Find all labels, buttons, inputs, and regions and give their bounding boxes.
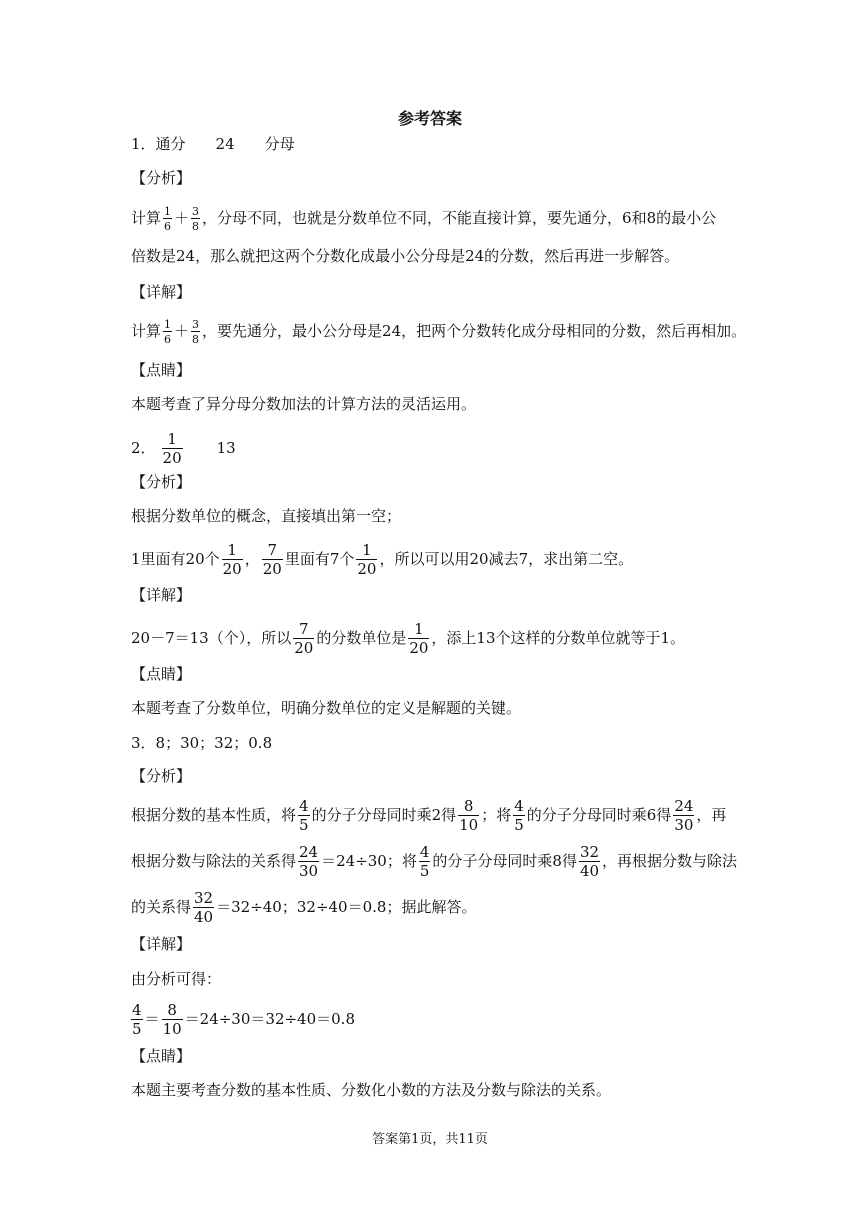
page-footer: 答案第1页，共11页: [372, 1132, 488, 1147]
fraction: $\frac{1}{6}$: [164, 205, 172, 233]
q1-point-text: 本题考查了异分母分数加法的计算方法的灵活运用。: [131, 395, 477, 413]
q3-detail-line-1: 由分析可得：: [131, 970, 222, 988]
q2-detail-tag: 【详解】: [131, 586, 192, 604]
q2-answer-line: 2． $\frac{1}{20}$ 13: [131, 430, 236, 467]
q2-detail-line: 20－7＝13（个），所以 $\frac{7}{20}$ 的分数单位是 $\frac{1}{20}$ ，添上13个这样的分数单位就等于1。: [131, 620, 686, 657]
q3-analysis-line-3: 的关系得 $\frac{32}{40}$ ＝32÷40；32÷40＝0.8；据此解答。: [131, 889, 477, 926]
q3-analysis-line-2: 根据分数与除法的关系得 $\frac{24}{30}$ ＝24÷30；将 $\frac{4}{5}$ 的分子分母同时乘8得 $\frac{32}{40}$ ，再根据分数与除法: [131, 843, 738, 880]
fraction: $\frac{4}{5}$: [299, 797, 309, 834]
q3-point-text: 本题主要考查分数的基本性质、分数化小数的方法及分数与除法的关系。: [131, 1081, 612, 1099]
page-title: 参考答案: [397, 109, 462, 128]
q2-analysis-line-2: 1里面有20个 $\frac{1}{20}$ ， $\frac{7}{20}$ 里面有7个 $\frac{1}{20}$ ，所以可以用20减去7，求出第二空。: [131, 541, 634, 578]
fraction: $\frac{7}{20}$: [262, 541, 282, 578]
fraction: $\frac{1}{20}$: [357, 541, 377, 578]
fraction: $\frac{4}{5}$: [514, 797, 524, 834]
q1-point-tag: 【点睛】: [131, 361, 192, 379]
fraction: $\frac{24}{30}$: [674, 797, 694, 834]
fraction: $\frac{4}{5}$: [419, 843, 430, 880]
q1-answer-line: 1．通分 24 分母: [131, 135, 295, 153]
fraction: $\frac{24}{30}$: [299, 843, 319, 880]
fraction: $\frac{1}{20}$: [222, 541, 242, 578]
q3-analysis-tag: 【分析】: [131, 767, 192, 785]
fraction: $\frac{8}{10}$: [459, 797, 479, 834]
fraction: $\frac{1}{6}$: [164, 318, 172, 346]
q2-analysis-tag: 【分析】: [131, 473, 192, 491]
fraction: $\frac{3}{8}$: [192, 318, 200, 346]
fraction: $\frac{3}{8}$: [192, 205, 200, 233]
q3-answer-line: 3．8；30；32；0.8: [131, 734, 273, 752]
q1-detail-tag: 【详解】: [131, 283, 192, 301]
q1-analysis-line-2: 倍数是24，那么就把这两个分数化成最小公分母是24的分数，然后再进一步解答。: [131, 247, 680, 265]
q3-equation-line: $\frac{4}{5}$ ＝ $\frac{8}{10}$ ＝24÷30＝32÷40＝0.8: [132, 1001, 355, 1038]
q3-analysis-line-1: 根据分数的基本性质，将 $\frac{4}{5}$ 的分子分母同时乘2得 $\frac{8}{10}$ ；将 $\frac{4}{5}$ 的分子分母同时乘6得 $\frac{24}{30}$ ，再: [131, 797, 727, 834]
fraction: $\frac{32}{40}$: [579, 843, 600, 880]
q3-detail-tag: 【详解】: [131, 935, 192, 953]
fraction: $\frac{1}{20}$: [409, 620, 429, 657]
fraction: $\frac{1}{20}$: [162, 430, 182, 467]
fraction: $\frac{4}{5}$: [132, 1001, 142, 1038]
q1-detail-line: 计算 $\frac{1}{6}$ ＋ $\frac{3}{8}$ ，要先通分，最小公分母是24，把两个分数转化成分母相同的分数，然后再相加。: [131, 318, 747, 346]
q2-point-tag: 【点睛】: [131, 665, 192, 683]
fraction: $\frac{8}{10}$: [162, 1001, 182, 1038]
q3-point-tag: 【点睛】: [131, 1047, 192, 1065]
fraction: $\frac{32}{40}$: [194, 889, 214, 926]
q2-point-text: 本题考查了分数单位，明确分数单位的定义是解题的关键。: [131, 699, 522, 717]
fraction: $\frac{7}{20}$: [294, 620, 314, 657]
q2-analysis-line-1: 根据分数单位的概念，直接填出第一空；: [131, 507, 402, 525]
q1-analysis-tag: 【分析】: [131, 169, 192, 187]
q1-analysis-line-1: 计算 $\frac{1}{6}$ ＋ $\frac{3}{8}$ ，分母不同，也就是分数单位不同，不能直接计算，要先通分，6和8的最小公: [131, 205, 717, 233]
